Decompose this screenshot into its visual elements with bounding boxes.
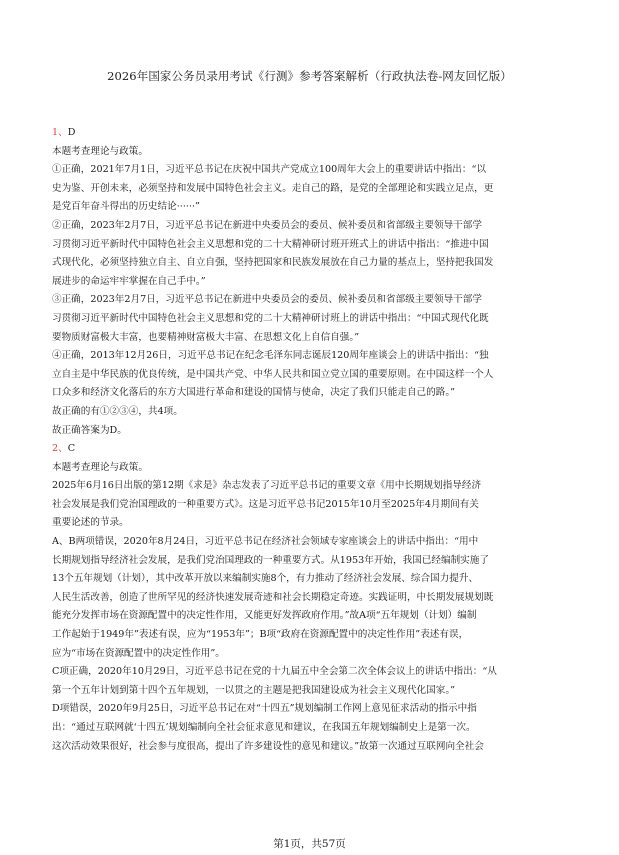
line-text: 故正确答案为D。 <box>52 424 127 436</box>
text-line <box>52 552 574 571</box>
line-text: 故正确的有①②③④，共4项。 <box>52 405 183 417</box>
text-line <box>52 273 574 292</box>
text-line <box>52 626 574 645</box>
answer-letter: D <box>67 127 76 138</box>
text-line <box>52 700 574 719</box>
text-line <box>52 477 574 496</box>
line-text: ②正确，2023年2月7日，习近平总书记在新进中央委员会的委员、候补委员和省部级主要领导干部学 <box>52 219 482 231</box>
line-text: 这次活动效果很好，社会参与度很高，提出了许多建设性的意见和建议。”故第一次通过互联网向全社会 <box>52 740 484 752</box>
answer-letter: C <box>67 443 76 455</box>
question-answer-line <box>52 440 574 459</box>
line-text: 人民生活改善，创造了世所罕见的经济快速发展奇迹和社会长期稳定奇迹。实践证明，中长期发展规划既 <box>52 591 494 603</box>
text-line <box>52 310 574 329</box>
line-text: ③正确，2023年2月7日，习近平总书记在新进中央委员会的委员、候补委员和省部级主要领导干部学 <box>52 294 482 306</box>
line-text: 是党百年奋斗得出的历史结论······” <box>52 201 200 213</box>
line-text: 史为鉴、开创未来，必须坚持和发展中国特色社会主义。走自己的路，是党的全部理论和实践立足点，更 <box>52 182 494 194</box>
text-line <box>52 329 574 348</box>
text-line <box>52 589 574 608</box>
line-text: 工作起始于1949年”表述有误，应为“1953年”；B项“政府在资源配置中的决定性作用”表述有误， <box>52 629 469 641</box>
text-line <box>52 570 574 589</box>
text-line <box>52 198 574 217</box>
text-line <box>52 180 574 199</box>
line-text: 展进步的命运牢牢掌握在自己手中。” <box>52 275 206 287</box>
text-line <box>52 161 574 180</box>
line-text: 习贯彻习近平新时代中国特色社会主义思想和党的二十大精神研讨班上的讲话中指出：“中国式现代化既 <box>52 312 489 324</box>
question-number: 2、 <box>52 443 68 455</box>
page-title: 2026年国家公务员录用考试《行测》参考答案解析（行政执法卷-网友回忆版） <box>107 69 512 83</box>
line-text: ①正确，2021年7月1日，习近平总书记在庆祝中国共产党成立100周年大会上的重要讲话中指出：“以 <box>52 164 486 176</box>
line-text: 重要论述的节录。 <box>52 517 129 529</box>
line-text: C项正确，2020年10月29日，习近平总书记在党的十九届五中全会第二次全体会议上的讲话中指出：“从 <box>52 666 497 678</box>
line-text: D项错误，2020年9月25日，习近平总书记在对“十四五”规划编制工作网上意见征求活动的指示中指 <box>52 703 477 715</box>
text-line <box>52 459 574 478</box>
text-line <box>52 254 574 273</box>
line-text: ④正确，2013年12月26日，习近平总书记在纪念毛泽东同志诞辰120周年座谈会上的讲话中指出：“独 <box>52 350 489 362</box>
text-line <box>52 347 574 366</box>
text-line <box>52 682 574 701</box>
text-line <box>52 217 574 236</box>
line-text: 长期规划指导经济社会发展，是我们党治国理政的一种重要方式。从1953年开始，我国已经编制实施了 <box>52 554 489 566</box>
line-text: 口众多和经济文化落后的东方大国进行革命和建设的国情与使命，决定了我们只能走自己的路。” <box>52 387 456 399</box>
text-line <box>52 366 574 385</box>
text-line <box>52 533 574 552</box>
line-text: 本题考查理论与政策。 <box>52 461 148 473</box>
line-text: 出：“通过互联网就‘十四五’规划编制向全社会征求意见和建议，在我国五年规划编制史上是第一次。 <box>52 722 476 733</box>
text-line <box>52 291 574 310</box>
text-line <box>52 422 574 441</box>
line-text: 应为“市场在资源配置中的决定性作用”。 <box>52 647 225 659</box>
text-line <box>52 384 574 403</box>
text-line <box>52 663 574 682</box>
line-text: 2025年6月16日出版的第12期《求是》杂志发表了习近平总书记的重要文章《用中长期规划指导经济 <box>52 480 482 492</box>
line-text: 社会发展是我们党治国理政的一种重要方式》。这是习近平总书记2015年10月至2025年4月期间有关 <box>52 498 479 510</box>
line-text: 习贯彻习近平新时代中国特色社会主义思想和党的二十大精神研讨班开班式上的讲话中指出：“推进中国 <box>52 238 489 250</box>
line-text: A、B两项错误，2020年8月24日，习近平总书记在经济社会领域专家座谈会上的讲话中指出：“用中 <box>52 536 479 548</box>
line-text: 能充分发挥市场在资源配置中的决定性作用，又能更好发挥政府作用。”故A项“五年规划（计划）编制 <box>52 610 477 622</box>
line-text: 立自主是中华民族的优良传统，是中国共产党、中华人民共和国立党立国的重要原则。在中国这样一个人 <box>52 368 494 380</box>
page-number: 第1页，共57页 <box>273 838 346 850</box>
text-line <box>52 607 574 626</box>
text-line <box>52 496 574 515</box>
question-number: 1、 <box>52 127 68 138</box>
line-text: 第一个五年计划到第十四个五年规划，一以贯之的主题是把我国建设成为社会主义现代化国家。” <box>52 684 456 696</box>
text-line <box>52 645 574 664</box>
line-text: 本题考查理论与政策。 <box>52 145 148 157</box>
line-text: 要物质财富极大丰富，也要精神财富极大丰富、在思想文化上自信自强。” <box>52 331 360 343</box>
text-line <box>52 236 574 255</box>
text-line <box>52 403 574 422</box>
line-text: 式现代化，必须坚持独立自主、自立自强，坚持把国家和民族发展放在自己力量的基点上，坚持把我国发 <box>52 257 494 269</box>
document-body <box>52 124 574 756</box>
text-line <box>52 738 574 757</box>
text-line <box>52 143 574 162</box>
question-answer-line <box>52 124 574 143</box>
text-line <box>52 514 574 533</box>
text-line <box>52 719 574 738</box>
line-text: 13个五年规划（计划），其中改革开放以来编制实施8个，有力推动了经济社会发展、综合国力提升、 <box>52 573 479 585</box>
